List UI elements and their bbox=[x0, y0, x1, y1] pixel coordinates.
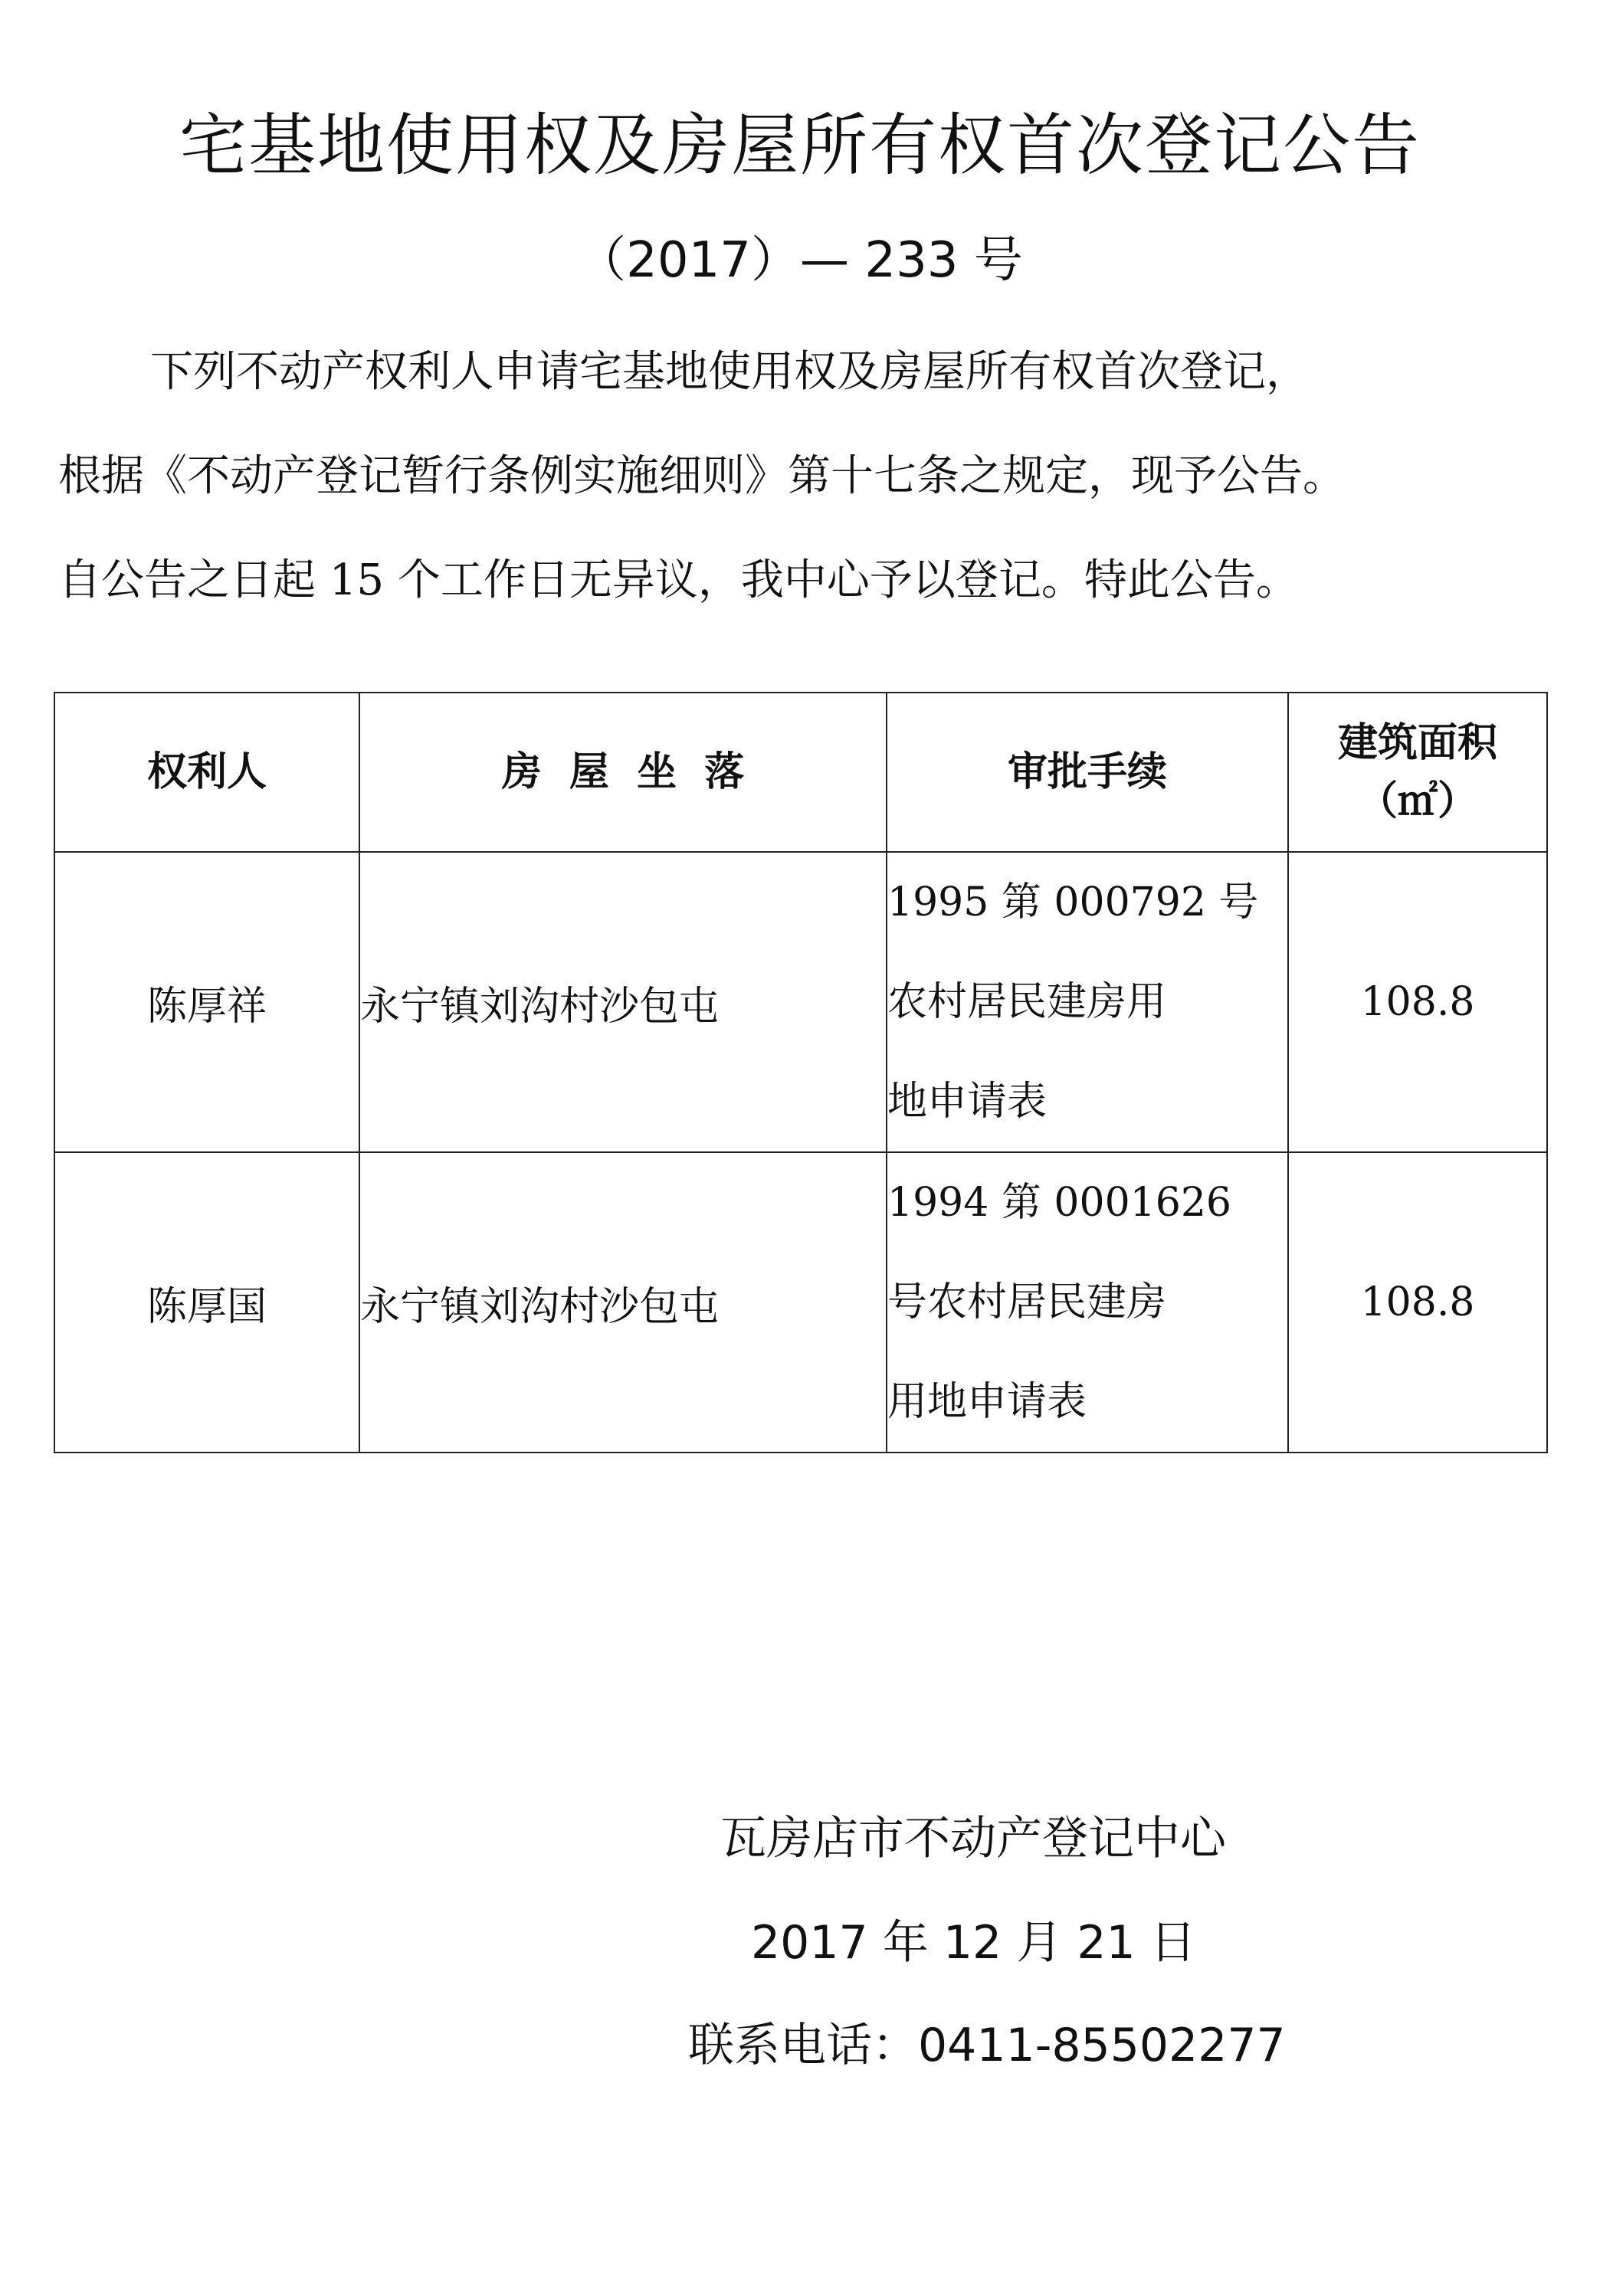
approval-line: 1995 第 000792 号 bbox=[887, 879, 1259, 925]
cell-floor-area: 108.8 bbox=[1288, 852, 1547, 1152]
cell-rights-holder: 陈厚祥 bbox=[54, 852, 359, 1152]
header-house-location-text: 房 屋 坐 落 bbox=[501, 749, 745, 795]
approval-line: 号农村居民建房 bbox=[887, 1279, 1167, 1325]
cell-approval-procedure bbox=[887, 852, 1288, 1152]
cell-approval-procedure bbox=[887, 1152, 1288, 1453]
notice-paragraph-line-3: 自公告之日起 15 个工作日无异议，我中心予以登记。特此公告。 bbox=[58, 555, 1299, 605]
approval-line: 地申请表 bbox=[887, 1079, 1048, 1125]
cell-house-location: 永宁镇刘沟村沙包屯 bbox=[359, 1152, 887, 1453]
notice-title: 宅基地使用权及房屋所有权首次登记公告 bbox=[179, 106, 1421, 185]
contact-phone: 联系电话：0411-85502277 bbox=[688, 2019, 1286, 2072]
cell-floor-area: 108.8 bbox=[1288, 1152, 1547, 1453]
table-row bbox=[54, 852, 1547, 1152]
header-floor-area bbox=[1288, 693, 1547, 852]
approval-line: 农村居民建房用 bbox=[887, 979, 1167, 1025]
header-house-location bbox=[359, 693, 887, 852]
approval-line: 1994 第 0001626 bbox=[887, 1180, 1231, 1226]
header-rights-holder: 权利人 bbox=[54, 693, 359, 852]
registration-table bbox=[54, 692, 1548, 1453]
issue-date: 2017 年 12 月 21 日 bbox=[751, 1916, 1196, 1970]
cell-house-location: 永宁镇刘沟村沙包屯 bbox=[359, 852, 887, 1152]
header-approval-procedure: 审批手续 bbox=[887, 693, 1288, 852]
notice-paragraph-line-1: 下列不动产权利人申请宅基地使用权及房屋所有权首次登记， bbox=[150, 347, 1309, 397]
approval-line: 用地申请表 bbox=[887, 1379, 1087, 1425]
document-number: （2017）— 233 号 bbox=[577, 232, 1023, 289]
notice-paragraph-line-2: 根据《不动产登记暂行条例实施细则》第十七条之规定，现予公告。 bbox=[58, 451, 1346, 501]
table-row bbox=[54, 1152, 1547, 1453]
header-floor-area-unit: （㎡） bbox=[1357, 778, 1477, 824]
cell-rights-holder: 陈厚国 bbox=[54, 1152, 359, 1453]
issuing-organization: 瓦房店市不动产登记中心 bbox=[720, 1812, 1226, 1865]
table-header-row bbox=[54, 693, 1547, 852]
header-floor-area-label: 建筑面积 bbox=[1337, 720, 1497, 766]
